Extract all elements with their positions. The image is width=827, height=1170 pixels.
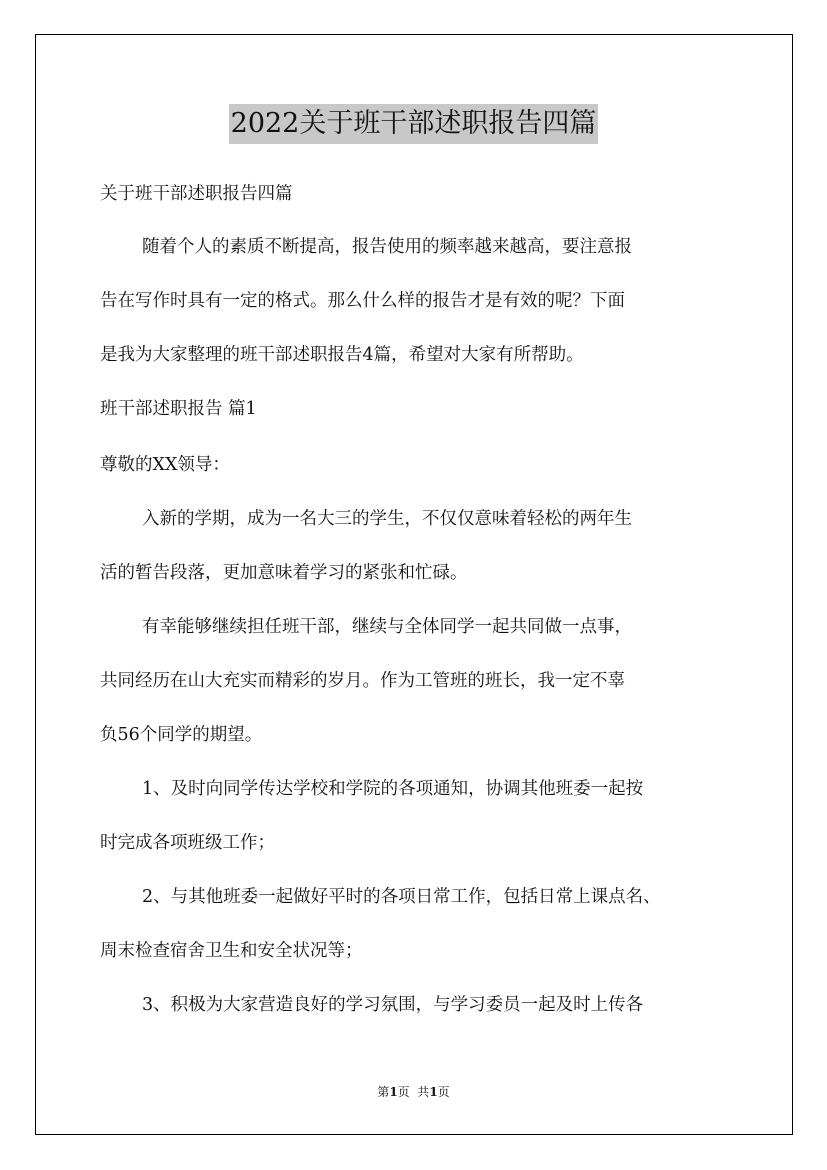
list-item-line: 2、与其他班委一起做好平时的各项日常工作，包括日常上课点名、 — [142, 887, 661, 907]
section-heading: 班干部述职报告 篇1 — [100, 399, 257, 419]
document-title: 2022关于班干部述职报告四篇 — [229, 104, 599, 144]
list-item-line: 3、积极为大家营造良好的学习氛围，与学习委员一起及时上传各 — [142, 995, 644, 1015]
paragraph-line: 告在写作时具有一定的格式。那么什么样的报告才是有效的呢？下面 — [100, 291, 625, 311]
paragraph-line: 负56个同学的期望。 — [100, 725, 263, 745]
paragraph-line: 随着个人的素质不断提高，报告使用的频率越来越高，要注意报 — [142, 237, 632, 257]
list-item-line: 时完成各项班级工作； — [100, 833, 275, 853]
paragraph-line: 入新的学期，成为一名大三的学生，不仅仅意味着轻松的两年生 — [142, 509, 632, 529]
subtitle-line: 关于班干部述职报告四篇 — [100, 184, 293, 204]
list-item-line: 周末检查宿舍卫生和安全状况等； — [100, 941, 363, 961]
footer-suffix: 页 — [437, 1085, 450, 1099]
footer-mid: 页 共 — [397, 1085, 430, 1099]
title-container — [100, 104, 727, 144]
list-item-line: 1、及时向同学传达学校和学院的各项通知，协调其他班委一起按 — [142, 779, 644, 799]
paragraph-line: 活的暂告段落，更加意味着学习的紧张和忙碌。 — [100, 563, 468, 583]
salutation-line: 尊敬的XX领导： — [100, 455, 230, 475]
footer-prefix: 第 — [377, 1085, 390, 1099]
paragraph-line: 是我为大家整理的班干部述职报告4篇，希望对大家有所帮助。 — [100, 345, 584, 365]
paragraph-line: 有幸能够继续担任班干部，继续与全体同学一起共同做一点事， — [142, 617, 632, 637]
footer-page-current: 1 — [389, 1085, 398, 1099]
footer-page-total: 1 — [429, 1085, 438, 1099]
paragraph-line: 共同经历在山大充实而精彩的岁月。作为工管班的班长，我一定不辜 — [100, 671, 625, 691]
page-footer — [0, 1083, 827, 1100]
